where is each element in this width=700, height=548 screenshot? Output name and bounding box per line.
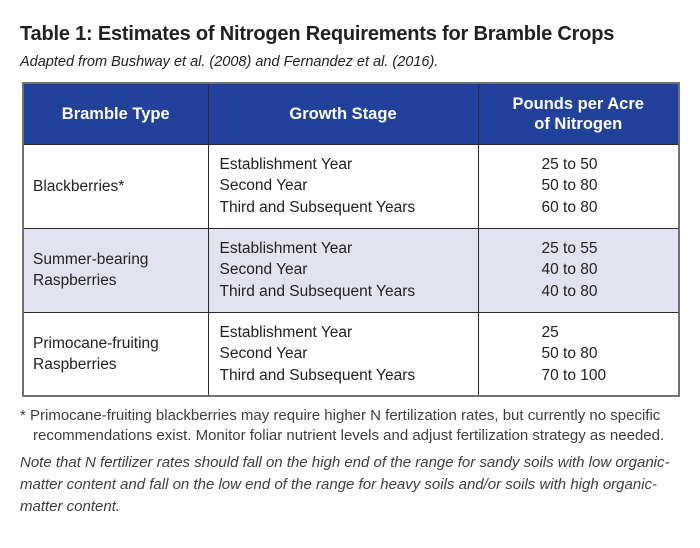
growth-stage-line: Third and Subsequent Years <box>219 282 416 300</box>
table-title: Table 1: Estimates of Nitrogen Requirements for Bramble Crops <box>20 23 615 45</box>
bramble-type-line: Blackberries* <box>33 177 125 195</box>
bramble-type-line: Raspberries <box>33 272 117 289</box>
growth-stage-line: Establishment Year <box>219 323 353 341</box>
footnote-marker: * <box>20 407 26 424</box>
growth-stage-line: Third and Subsequent Years <box>219 366 416 384</box>
footnote-text: Primocane-fruiting blackberries may require higher N fertilization rates, but currently no specific recommendations exist. Monitor foliar nutrient levels and adjust fertilization strategy as needed. <box>30 407 665 444</box>
bramble-type-line: Primocane-fruiting <box>33 334 159 352</box>
column-header-pounds-per-acre <box>478 83 679 144</box>
fertilizer-rate-note: Note that N fertilizer rates should fall on the high end of the range for sandy soils with low organic-matter content and fall on the low end of the range for heavy soils and/or soils with high organic-matter content. <box>20 454 670 515</box>
growth-stage-line: Second Year <box>219 261 308 279</box>
growth-stage-line: Establishment Year <box>219 155 353 173</box>
pounds-value: 60 to 80 <box>541 198 598 216</box>
column-header-growth-stage: Growth Stage <box>208 83 478 144</box>
table-row-summer-bearing-raspberries <box>23 228 679 312</box>
pounds-per-acre-cell <box>478 312 679 396</box>
pounds-per-acre-cell <box>478 144 679 228</box>
pounds-value: 25 <box>541 323 559 341</box>
column-header-pounds-line-1: Pounds per Acre <box>512 94 644 113</box>
growth-stage-cell <box>208 228 478 312</box>
growth-stage-line: Establishment Year <box>219 239 353 257</box>
header-row <box>23 83 679 144</box>
pounds-value: 50 to 80 <box>541 345 598 362</box>
table-source-citation: Adapted from Bushway et al. (2008) and Fernandez et al. (2016). <box>20 54 439 70</box>
column-header-pounds-line-2: of Nitrogen <box>534 114 623 133</box>
growth-stage-cell <box>208 312 478 396</box>
growth-stage-line: Second Year <box>219 177 308 195</box>
pounds-value: 40 to 80 <box>541 261 598 279</box>
growth-stage-line: Second Year <box>219 345 308 362</box>
table-row-blackberries <box>23 144 679 228</box>
bramble-type-line: Summer-bearing <box>33 251 149 268</box>
bramble-type-cell <box>23 228 208 312</box>
table-row-primocane-fruiting-raspberries <box>23 312 679 396</box>
growth-stage-line: Third and Subsequent Years <box>219 198 416 216</box>
growth-stage-cell <box>208 144 478 228</box>
pounds-value: 50 to 80 <box>541 177 598 195</box>
pounds-value: 25 to 50 <box>541 155 598 173</box>
pounds-per-acre-cell <box>478 228 679 312</box>
asterisk-footnote <box>20 406 676 445</box>
pounds-value: 25 to 55 <box>541 239 598 257</box>
nitrogen-requirements-table <box>22 82 680 397</box>
pounds-value: 70 to 100 <box>541 366 607 384</box>
pounds-value: 40 to 80 <box>541 282 598 300</box>
bramble-type-cell <box>23 312 208 396</box>
column-header-bramble-type: Bramble Type <box>23 83 208 144</box>
bramble-type-line: Raspberries <box>33 355 117 373</box>
bramble-type-cell <box>23 144 208 228</box>
